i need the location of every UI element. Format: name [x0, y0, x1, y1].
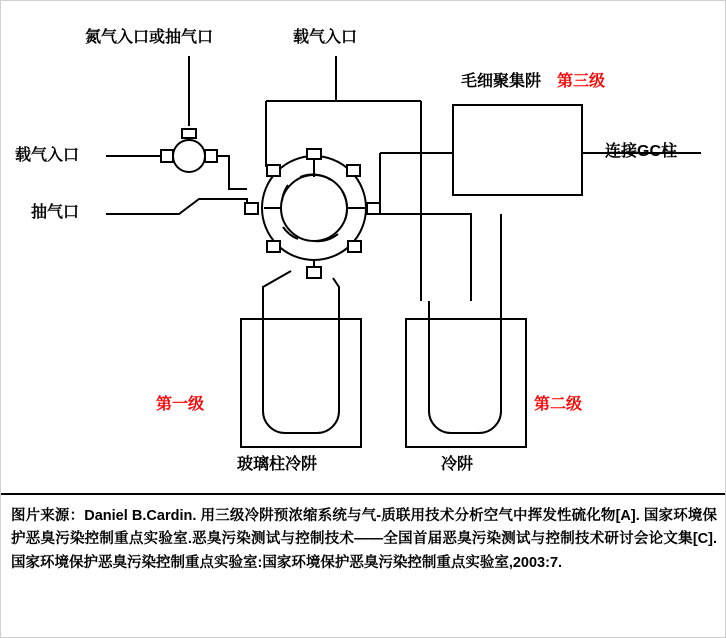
valve-body	[173, 140, 205, 172]
apparatus-diagram	[1, 1, 726, 493]
label-carrier-gas-inlet-top: 载气入口	[293, 29, 358, 46]
capillary-trap-box	[453, 105, 582, 195]
label-cold-trap: 冷阱	[441, 456, 474, 473]
rotary-port-s	[307, 267, 321, 278]
diagram-svg	[1, 1, 726, 493]
rotary-port-w	[245, 203, 258, 214]
label-vacuum-port-left: 抽气口	[31, 204, 80, 221]
rotary-valve-inner	[281, 175, 347, 241]
label-stage-one: 第一级	[156, 396, 205, 413]
label-stage-three: 第三级	[557, 73, 606, 90]
pipe-vacuum-left	[106, 199, 247, 214]
label-glass-cold-trap: 玻璃柱冷阱	[237, 456, 318, 473]
dewar-box-stage-one	[241, 319, 361, 447]
figure-source-caption: 图片来源：Daniel B.Cardin. 用三级冷阱预浓缩系统与气-质联用技术分析空气中挥发性硫化物[A]. 国家环境保护恶臭污染控制重点实验室.恶臭污染测试与控制技术——全国首届恶臭污染测试与控制技术研讨会论文集[C].国家环境保护恶臭污染控制重点实验室:国家环境保护恶臭污染控制重点实验室,2003:7.	[1, 493, 726, 638]
valve-port-top	[182, 129, 196, 138]
pipe-valve-to-rotary	[217, 156, 247, 189]
rotary-port-e	[367, 203, 380, 214]
dewar-box-stage-two	[406, 319, 526, 447]
label-gc-column: 连接GC柱	[605, 143, 678, 160]
rotary-port-n	[307, 149, 321, 159]
label-nitrogen-inlet: 氮气入口或抽气口	[85, 29, 214, 46]
valve-port-left	[161, 150, 173, 162]
rotary-port-sw	[267, 241, 280, 252]
label-capillary-trap: 毛细聚集阱	[461, 73, 542, 90]
pipe-stage-one-right-riser	[333, 278, 339, 301]
pipe-to-stage-two	[380, 214, 471, 301]
rotary-port-se	[348, 241, 361, 252]
pipe-stage-one-left-riser	[263, 271, 291, 301]
valve-port-right	[205, 150, 217, 162]
rotary-port-ne	[347, 165, 360, 176]
label-carrier-gas-inlet-left: 载气入口	[15, 147, 80, 164]
rotary-port-nw	[267, 165, 280, 176]
label-stage-two: 第二级	[534, 396, 583, 413]
